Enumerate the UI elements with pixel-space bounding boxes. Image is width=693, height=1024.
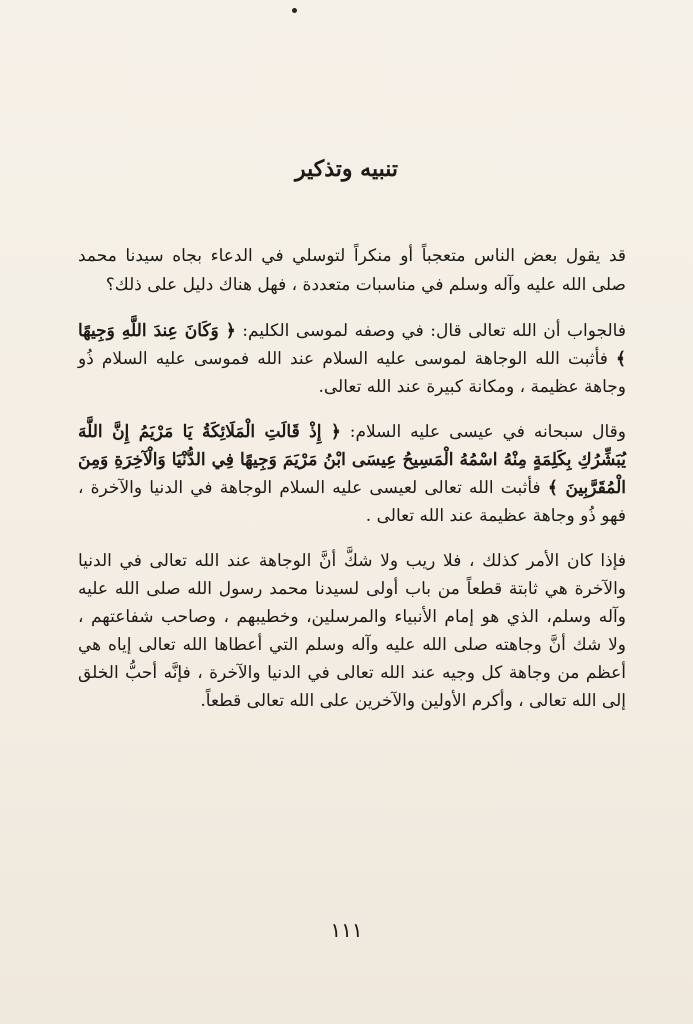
paragraph-text: قد يقول بعض الناس متعجباً أو منكراً لتوسلي في الدعاء بجاه سيدنا محمد صلى الله عليه وآله وسلم في مناسبات متعددة ، فهل هناك دليل على ذلك؟ xyxy=(78,246,626,295)
paragraph-jesus xyxy=(78,418,626,530)
paragraph-text: وقال سبحانه في عيسى عليه السلام: xyxy=(340,422,626,442)
quran-verse: ﴿ إِذْ قَالَتِ الْمَلَائِكَةُ يَا مَرْيَمُ إِنَّ اللَّهَ يُبَشِّرُكِ بِكَلِمَةٍ مِنْهُ اسْمُهُ الْمَسِيحُ عِيسَى ابْنُ مَرْيَمَ وَجِيهًا فِي الدُّنْيَا وَالْآخِرَةِ وَمِنَ الْمُقَرَّبِينَ ﴾ xyxy=(78,422,626,498)
page-title: تنبيه وتذكير xyxy=(294,156,399,182)
body-text xyxy=(78,242,626,732)
header-mark xyxy=(292,8,297,13)
paragraph-question xyxy=(78,242,626,300)
paragraph-answer-moses xyxy=(78,317,626,401)
paragraph-conclusion xyxy=(78,547,626,715)
paragraph-text: فأثبت الله الوجاهة لموسى عليه السلام عند الله فموسى عليه السلام ذُو وجاهة عظيمة ، ومكانة كبيرة عند الله تعالى. xyxy=(78,349,626,397)
paragraph-text: فأثبت الله تعالى لعيسى عليه السلام الوجاهة في الدنيا والآخرة ، فهو ذُو وجاهة عظيمة عند الله تعالى . xyxy=(78,478,626,526)
quran-verse: ﴿ وَكَانَ عِندَ اللَّهِ وَجِيهًا ﴾ xyxy=(78,321,626,369)
paragraph-text: فالجواب أن الله تعالى قال: في وصفه لموسى الكليم: xyxy=(235,321,626,341)
page-number: ١١١ xyxy=(330,918,363,942)
paragraph-text: فإذا كان الأمر كذلك ، فلا ريب ولا شكَّ أنَّ الوجاهة عند الله تعالى في الدنيا والآخرة هي ثابتة قطعاً من باب أولى لسيدنا محمد رسول الله صلى الله عليه وآله وسلم، الذي هو إمام الأنبياء والمرسلين، وخطيبهم ، وصاحب شفاعتهم ، ولا شك أنَّ وجاهته صلى الله عليه وآله وسلم التي أعطاها الله تعالى إياه هي أعظم من وجاهة كل وجيه عند الله تعالى في الدنيا والآخرة ، فإنَّه أحبُّ الخلق إلى الله تعالى ، وأكرم الأولين والآخرين على الله تعالى قطعاً. xyxy=(78,551,627,711)
